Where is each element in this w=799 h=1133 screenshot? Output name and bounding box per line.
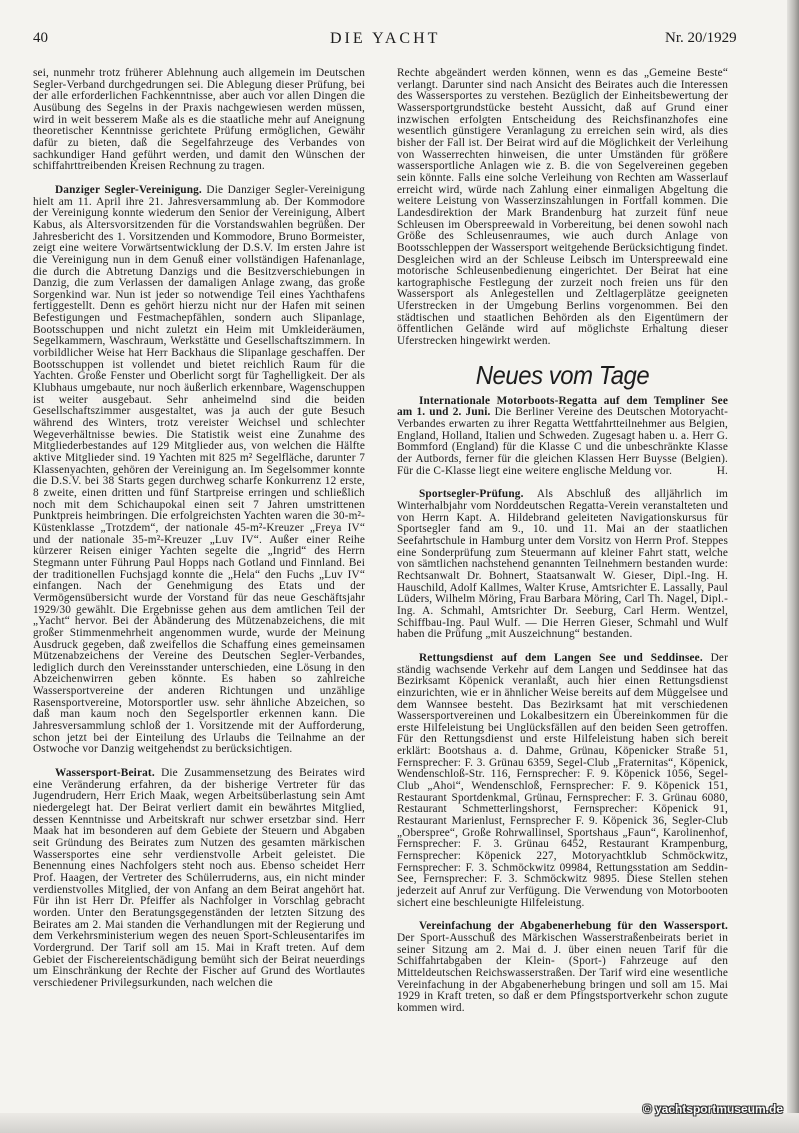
page-number: 40 (33, 30, 48, 46)
section-heading: Neues vom Tage (475, 359, 650, 390)
article-lead: Vereinfachung der Abgabenerhebung für den Wassersport. (419, 920, 728, 933)
article-body: Die Danziger Segler-Vereinigung hielt am 11. April ihre 21. Jahresversammlung ab. Der Kommodore der Vereinigung konnte wiederum den Senior der Vereinigung, Albert Kabus, als Altersvorsitzenden für die Vorstandswahlen begrüßen. Der Jahresbericht des 1. Vorsitzenden und Kommodore, Bruno Bormeister, zeigt eine weitere Vorwärtsentwicklung der D.S.V. Im ersten Jahre ist die Vereinigung nun in dem Genuß einer vollständigen Hafenanlage, die durch die Abtretung Danzigs und die Besitzverschiebungen in Danzig, die zum Verlassen der damaligen Anlage zwang, das große Sorgenkind war. Nun ist jeder so notwendige Teil eines Yachthafens fertiggestellt. Denn es gehört hierzu nicht nur der Hafen mit seinen Befestigungen und Festmachepfählen, sondern auch Slipanlage, Bootsschuppen und nicht zuletzt ein Heim mit Umkleideräumen, Segelkammern, Waschraum, Werkstätte und Gesellschaftszimmern. In vorbildlicher Weise hat Herr Backhaus die Slipanlage geschaffen. Der Bootsschuppen ist vollendet und bietet reichlich Raum für die Yachten. Große Fenster und Oberlicht sorgt für Taghelligkeit. Der als Klubhaus umgebaute, nur noch äußerlich erkennbare, Wagenschuppen ist weiter ausgebaut. Sehr anheimelnd sind die beiden Gesellschaftszimmer ausgestaltet, was ja auch der gute Besuch während des Winters, trotz vereister Weichsel und schlechter Wegeverhältnisse bewies. Die Statistik weist eine Zunahme des Mitgliederbestandes auf 129 Mitglieder aus, von welchen die Hälfte aktive Mitglieder sind. 19 Yachten mit 825 m² Segelfläche, darunter 7 Klassenyachten, gehören der Vereinigung an. Im Segelsommer konnte die D.S.V. bei 38 Starts gegen durchweg scharfe Konkurrenz 12 erste, 8 zweite, einen dritten und fünf Startpreise erringen und schließlich noch mit dem Schichaupokal einen seit 7 Jahren umstrittenen Punktpreis heimbringen. Die erfolgreichsten Yachten waren die 30-m²-Küstenklasse „Trotzdem“, der nationale 45-m²-Kreuzer „Freya IV“ und der nationale 35-m²-Kreuzer „Luv IV“. Außer einer Reihe kürzerer Reisen einiger Yachten segelte die „Ingrid“ des Herrn Stegmann unter Führung Paul Hopps nach Gotland und Finnland. Bei der traditionellen Fuchsjagd konnte die „Hela“ den Fuchs „Luv IV“ einfangen. Nach der Genehmigung des Etats und der Vermögensübersicht wurde der Vorstand für das neue Geschäftsjahr 1929/30 gewählt. Die Ergebnisse gehen aus dem amtlichen Teil der „Yacht“ hervor. Bei der Abänderung des Mützenabzeichens, die mit großer Stimmenmehrheit angenommen wurde, wurde der Meinung Ausdruck gegeben, daß zweifellos die Schaffung eines gemeinsamen Mützenabzeichens der Vereine des Deutschen Segler-Verbandes, lediglich durch den Vereinsstander unterschieden, eine Lösung in den Abzeichenwirren geben könnte. Es haben so zahlreiche Wassersportvereine der anderen Richtungen und unzählige Rasensportvereine, Motorsportler usw. sehr ähnliche Abzeichen, so daß man kaum noch den Segelsportler erkennen kann. Die Jahresversammlung schloß der 1. Vorsitzende mit der Aufforderung, schon jetzt bei der Einteilung des Urlaubs die Teilnahme an der Ostwoche vor Danzig weitgehendst zu berücksichtigen. (33, 183, 365, 756)
article-lead: Internationale Motorboots-Regatta auf dem Templiner See am 1. und 2. Juni. (397, 394, 728, 419)
article-wassersport-beirat (33, 768, 365, 989)
article-danziger-segler-vereinigung (33, 185, 365, 756)
article-body: Der Sport-Ausschuß des Märkischen Wasserstraßenbeirats beriet in seiner Sitzung am 2. Mai d. J. über einen neuen Tarif für die Schiffahrtabgaben der Klein- (Sport-) Fahrzeuge auf den Mitteldeutschen Reichswasserstraßen. Der Tarif wird eine wesentliche Vereinfachung in der Abgabenerhebung bringen und soll am 15. Mai 1929 in Kraft treten, so daß er dem Pfingstsportverkehr schon zugute kommen wird. (397, 931, 728, 1014)
article-body: Die Zusammensetzung des Beirates wird eine Veränderung erfahren, da der bisherige Vertreter für das Jugendrudern, Herr Erich Maak, wegen Arbeitsüberlastung sein Amt niedergelegt hat. Der Beirat verliert damit ein bewährtes Mitglied, dessen Kenntnisse und Arbeitskraft nur schwer ersetzbar sind. Herr Maak hat im besonderen auf dem Gebiete der Steuern und Abgaben seit Gründung des Beirates zum Nutzen des gesamten märkischen Wassersportes eine sehr verdienstvolle Arbeit geleistet. Die Benennung eines Nachfolgers steht noch aus. Ebenso scheidet Herr Prof. Haagen, der Vertreter des Schülerruderns, aus, ein nicht minder verdienstvolles Mitglied, der von Anfang an dem Beirat angehört hat. Für ihn ist Herr Dr. Pfeiffer als Nachfolger in Vorschlag gebracht worden. Unter den Beratungsgegenständen der letzten Sitzung des Beirates am 2. Mai standen die Verhandlungen mit der Regierung und dem Verkehrsministerium wegen des neuen Sport-Schleusentarifes im Vordergrund. Der Tarif soll am 15. Mai in Kraft treten. Auf dem Gebiet der Fischereientschädigung bemüht sich der Beirat neuerdings um Einschränkung der Rechte der Fischer auf Grund des Wortlautes verschiedener Privilegsurkunden, nach welchen die (33, 767, 365, 989)
magazine-title: DIE YACHT (330, 30, 441, 47)
left-column (33, 68, 365, 1002)
article-motorboots-regatta (397, 396, 728, 478)
issue-number: Nr. 20/1929 (665, 30, 737, 46)
paragraph-continuation: sei, nunmehr trotz früherer Ablehnung auch allgemein im Deutschen Segler-Verband durchgedrungen sei. Die Ablegung dieser Prüfung, bei der alle erforderlichen Fachkenntnisse, aber auch vor allen Dingen die Ausübung des Segelns in der Praxis nachgewiesen werden müssen, wird in weit besserem Maße als es die staatliche mehr auf Aneignung theoretischer Kenntnisse gerichtete Prüfung ermöglichen, Gewähr dafür zu bieten, daß die Segelfahrzeuge des Verbandes von sachkundiger Hand geführt werden, und damit den Wünschen der schiffahrttreibenden Kreisen Rechnung zu tragen. (33, 67, 365, 173)
author-initial: H. (716, 464, 728, 477)
article-body: Als Abschluß des alljährlich im Winterhalbjahr vom Norddeutschen Regatta-Verein veranstalteten und von Herrn Kapt. A. Hildebrand geleiteten Navigationskursus für Sportsegler fand am 9., 10. und 11. Mai an der staatlichen Seefahrtschule in Hamburg unter dem Vorsitz von Herrn Prof. Steppes eine Sonderprüfung zum Steuermann auf kleiner Fahrt statt, welche von sämtlichen nachstehend genannten Teilnehmern bestanden wurde: Rechtsanwalt Dr. Bohnert, Staatsanwalt W. Gieser, Dipl.-Ing. H. Hauschild, Adolf Kallmes, Walter Kruse, Amtsrichter E. Lassally, Paul Lüders, Wilhelm Möring, Frau Barbara Möring, Carl Th. Nagel, Dipl.-Ing. A. Schmahl, Amtsrichter Dr. Seeburg, Carl Herm. Wentzel, Schiffbau-Ing. Paul Wulf. — Die Herren Gieser, Schmahl und Wulf haben die Prüfung „mit Auszeichnung“ bestanden. (397, 488, 728, 641)
watermark: © yachtsportmuseum.de (642, 1102, 783, 1116)
article-sportsegler-pruefung (397, 489, 728, 641)
paragraph-continuation: Rechte abgeändert werden können, wenn es das „Gemeine Beste“ verlangt. Darunter sind nach Ansicht des Beirates auch die Interessen des Wassersportes zu verstehen. Bezüglich der Einheitsbewertung der Wassersportgrundstücke besteht Aussicht, daß auf Grund einer inzwischen erfolgten Entscheidung des Reichsfinanzhofes eine wesentlich günstigere Veranlagung zu erreichen sein wird, als dies bisher der Fall ist. Der Beirat wird auf die Möglichkeit der Verleihung von Wasserrechten hinweisen, die unter Umständen für größere wassersportliche Anlagen wie z. B. die von Segelvereinen gegeben sein könnte. Falls eine solche Verleihung von Rechten am Wasserlauf erreicht wird, würde nach Zahlung einer einmaligen Abgeltung die weitere Leistung von Wasserzinszahlungen in Fortfall kommen. Die Landesdirektion der Mark Brandenburg hat zurzeit fünf neue Schleusen im Oberspreewald in Vorbereitung, bei denen sowohl nach Größe des Schleusenraumes, wie auch durch Anlage von Bootsschleppen der Wassersport weitgehende Berücksichtigung findet. Desgleichen wird an der Schleuse Leibsch im Unterspreewald eine motorische Schleusenbedienung eingerichtet. Der Beirat hat eine kartographische Festlegung der zurzeit noch freien uns für den Wassersport als Anlegestellen und Zeltlagerplätze geeigneten Uferstrecken in der Umgebung Berlins vorgenommen. Bei den städtischen und staatlichen Behörden als den Eigentümern der öffentlichen Gelände wird auf möglichste Erhaltung dieser Uferstrecken hingewirkt werden. (397, 67, 728, 348)
article-rettungsdienst (397, 653, 728, 909)
article-abgabenerhebung (397, 921, 728, 1014)
scan-bottom-margin (0, 1113, 799, 1133)
article-lead: Rettungsdienst auf dem Langen See und Seddinsee. (419, 651, 703, 664)
article-lead: Danziger Segler-Vereinigung. (55, 183, 202, 196)
article-lead: Sportsegler-Prüfung. (419, 488, 524, 501)
article-lead: Wassersport-Beirat. (55, 767, 155, 780)
page-edge-shadow (787, 0, 799, 1133)
article-body: Der ständig wachsende Verkehr auf dem Langen und Seddinsee hat das Bezirksamt Köpenick veranlaßt, auch hier einen Rettungsdienst einzurichten, wie er in ähnlicher Weise bereits auf dem Müggelsee und dem Wannsee besteht. Das Bezirksamt hat mit verschiedenen Wassersportvereinen und Lokalbesitzern ein Übereinkommen für die erste Hilfeleistung bei Unglücksfällen auf den beiden Seen getroffen. Für den Rettungsdienst und erste Hilfeleistung haben sich bereit erklärt: Bootshaus a. d. Dahme, Grünau, Köpenicker Straße 51, Fernsprecher: F. 3. Grünau 6359, Segel-Club „Fraternitas“, Köpenick, Wendenschloß-Str. 116, Fernsprecher: F. 9. Köpenick 1056, Segel-Club „Ahoi“, Wendenschloß, Fernsprecher: F. 9. Köpenick 151, Restaurant Sportdenkmal, Grünau, Fernsprecher: F. 3. Grünau 6080, Restaurant Schmetterlingshorst, Fernsprecher: Köpenick 91, Restaurant Marienlust, Fernsprecher F. 9. Köpenick 36, Segler-Club „Oberspree“, Große Rohrwallinsel, Sportshaus „Faun“, Karolinenhof, Fernsprecher: F. 3. Grünau 6452, Restaurant Krampenburg, Fernsprecher: Köpenick 227, Motoryachtklub Schmöckwitz, Fernsprecher: F. 3. Schmöckwitz 09984, Rettungsstation am Seddin-See, Fernsprecher: F. 3. Schmöckwitz 9895. Diese Stellen stehen jederzeit auf Anruf zur Verfügung. Die Verwendung von Motorbooten sichert eine beschleunigte Hilfeleistung. (397, 651, 728, 909)
right-column (397, 68, 728, 1027)
article-body: Die Berliner Vereine des Deutschen Motoryacht-Verbandes erwarten zu ihrer Regatta Wettfahrtteilnehmer aus Belgien, England, Holland, Italien und Schweden. Zugesagt haben u. a. Herr G. Bommford (England) für die Klasse C und die unbeschränkte Klasse der Autbords, ferner für die gleichen Klassen Herr Buysse (Belgien). Für die C-Klasse liegt eine weitere englische Meldung vor. (397, 406, 728, 477)
